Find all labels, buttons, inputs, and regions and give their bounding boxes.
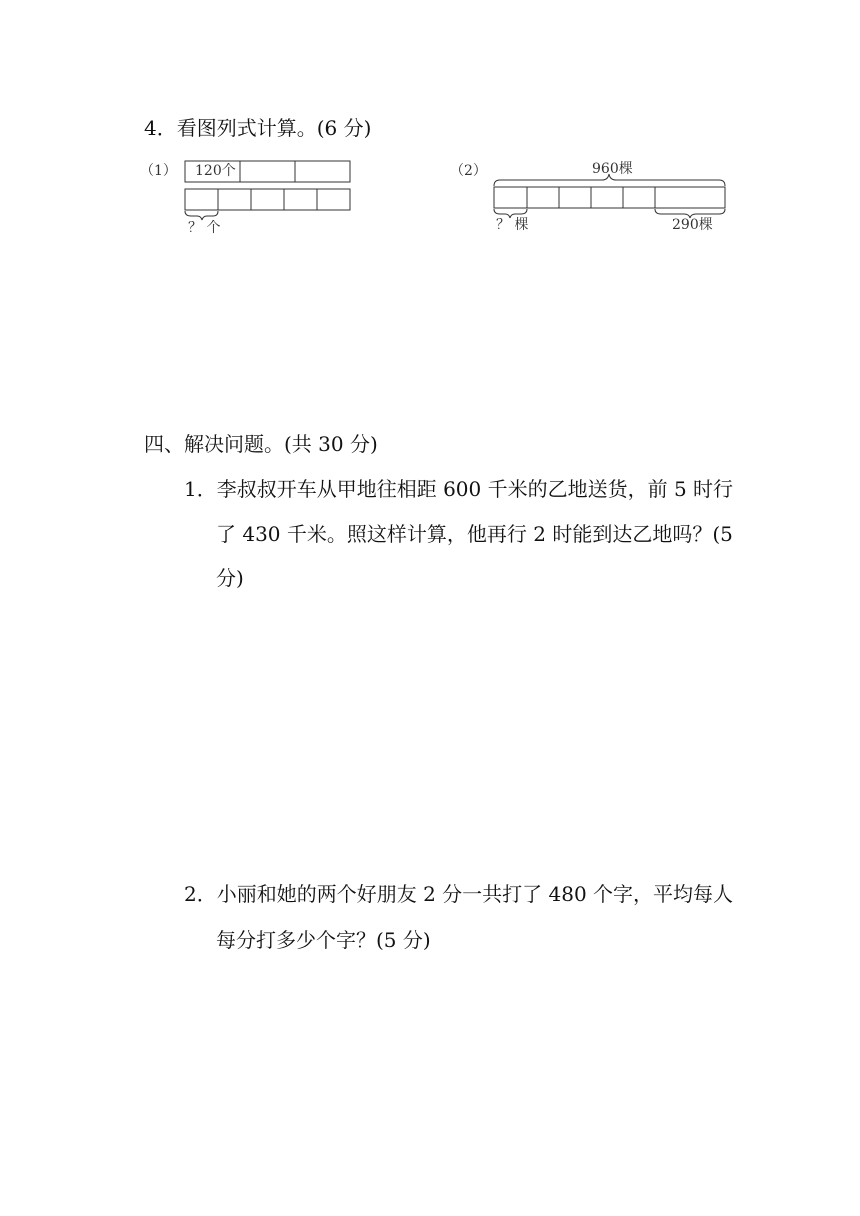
q4-part2-label: （2）: [450, 163, 487, 179]
section4-title: 四、解决问题。(共 30 分): [144, 432, 378, 456]
q4-part2-top-brace: [494, 174, 725, 186]
problem1-line2: 了 430 千米。照这样计算，他再行 2 时能到达乙地吗？(5: [216, 522, 733, 546]
q4-part2-total: 960棵: [592, 161, 633, 177]
problem2-line2: 每分打多少个字？(5 分): [216, 928, 431, 952]
q4-part1-bottom-bar: [185, 189, 350, 210]
q4-part1-question: ？ 个: [188, 220, 221, 236]
q4-part1-brace: [185, 211, 218, 220]
problem1-line1: 1．李叔叔开车从甲地往相距 600 千米的乙地送货，前 5 时行: [184, 477, 734, 501]
q4-part1-box-label: 120个: [195, 163, 236, 179]
q4-part1-top-bar: [185, 161, 350, 182]
q4-part2-bar: [494, 187, 725, 208]
q4-part2-right-brace: [655, 209, 725, 218]
q4-part1-label: （1）: [140, 163, 177, 179]
q4-title: 4．看图列式计算。(6 分): [144, 116, 372, 140]
problem1-line3: 分): [216, 566, 244, 590]
q4-part2-left-brace: [494, 209, 527, 218]
q4-part2-question: ？ 棵: [496, 217, 529, 233]
problem2-line1: 2．小丽和她的两个好朋友 2 分一共打了 480 个字，平均每人: [184, 882, 734, 906]
q4-part2-remainder: 290棵: [672, 217, 713, 233]
